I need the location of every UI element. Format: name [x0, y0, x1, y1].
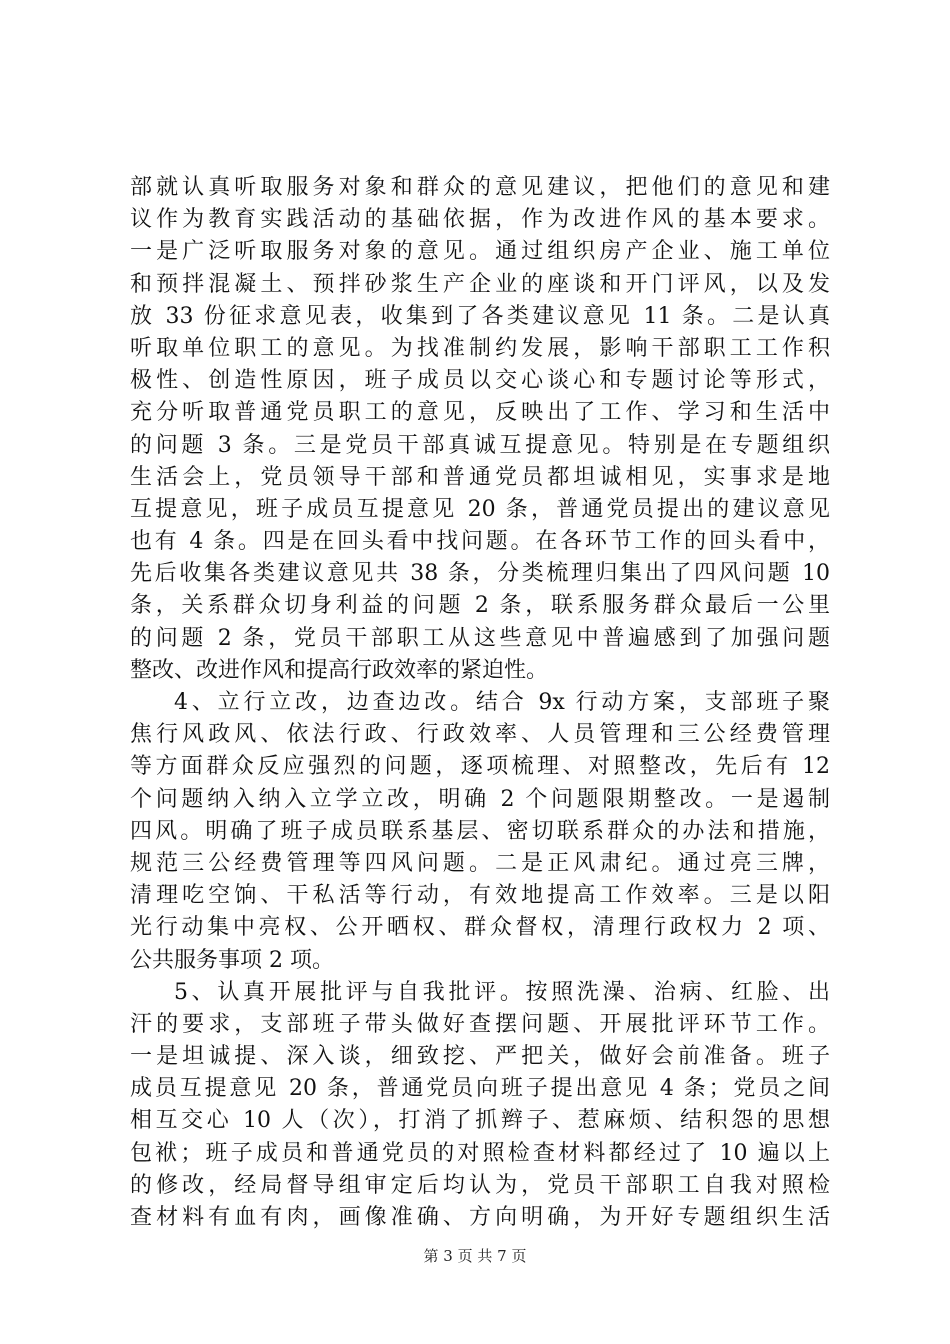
text-line: 5、认真开展批评与自我批评。按照洗澡、治病、红脸、出	[174, 979, 830, 1005]
text-line: 等方面群众反应强烈的问题，逐项梳理、对照整改，先后有 12	[130, 754, 830, 780]
text-line: 公共服务事项 2 项。	[130, 947, 334, 973]
text-line: 4、立行立改，边查边改。结合 9x 行动方案，支部班子聚	[174, 690, 830, 715]
text-line: 的问题 2 条，党员干部职工从这些意见中普遍感到了加强问题	[130, 625, 830, 651]
text-line: 也有 4 条。四是在回头看中找问题。在各环节工作的回头看中，	[130, 529, 830, 555]
text-line: 的修改，经局督导组审定后均认为，党员干部职工自我对照检	[130, 1172, 830, 1198]
text-line: 相互交心 10 人（次），打消了抓辫子、惹麻烦、结积怨的思想	[130, 1108, 830, 1134]
text-line: 整改、改进作风和提高行政效率的紧迫性。	[130, 657, 549, 683]
text-line: 的问题 3 条。三是党员干部真诚互提意见。特别是在专题组织	[130, 432, 830, 458]
text-line: 一是广泛听取服务对象的意见。通过组织房产企业、施工单位	[130, 239, 830, 265]
document-body	[130, 172, 830, 1234]
text-line: 极性、创造性原因，班子成员以交心谈心和专题讨论等形式，	[130, 368, 830, 394]
text-line: 成员互提意见 20 条，普通党员向班子提出意见 4 条；党员之间	[130, 1076, 830, 1102]
text-line: 汗的要求，支部班子带头做好查摆问题、开展批评环节工作。	[130, 1011, 830, 1037]
text-line: 生活会上，党员领导干部和普通党员都坦诚相见，实事求是地	[130, 464, 830, 490]
text-line: 先后收集各类建议意见共 38 条，分类梳理归集出了四风问题 10	[130, 561, 830, 587]
page-footer: 第 3 页 共 7 页	[423, 1247, 527, 1265]
text-line: 查材料有血有肉，画像准确、方向明确，为开好专题组织生活	[130, 1205, 830, 1230]
text-line: 光行动集中亮权、公开晒权、群众督权，清理行政权力 2 项、	[130, 915, 830, 941]
text-line: 规范三公经费管理等四风问题。二是正风肃纪。通过亮三牌，	[130, 850, 830, 876]
text-line: 充分听取普通党员职工的意见，反映出了工作、学习和生活中	[130, 400, 830, 426]
text-line: 议作为教育实践活动的基础依据，作为改进作风的基本要求。	[130, 207, 830, 233]
text-line: 部就认真听取服务对象和群众的意见建议，把他们的意见和建	[130, 175, 830, 200]
text-line: 听取单位职工的意见。为找准制约发展，影响干部职工工作积	[130, 335, 830, 361]
text-line: 焦行风政风、依法行政、行政效率、人员管理和三公经费管理	[130, 722, 830, 748]
text-line: 清理吃空饷、干私活等行动，有效地提高工作效率。三是以阳	[130, 883, 830, 909]
text-line: 四风。明确了班子成员联系基层、密切联系群众的办法和措施，	[130, 818, 830, 844]
text-line: 条，关系群众切身利益的问题 2 条，联系服务群众最后一公里	[130, 593, 830, 619]
text-line: 包袱；班子成员和普通党员的对照检查材料都经过了 10 遍以上	[130, 1140, 830, 1166]
text-line: 个问题纳入纳入立学立改，明确 2 个问题限期整改。一是遏制	[130, 786, 830, 812]
text-line: 一是坦诚提、深入谈，细致挖、严把关，做好会前准备。班子	[130, 1044, 830, 1070]
text-line: 互提意见，班子成员互提意见 20 条，普通党员提出的建议意见	[130, 496, 830, 522]
text-line: 放 33 份征求意见表，收集到了各类建议意见 11 条。二是认真	[130, 303, 830, 329]
text-line: 和预拌混凝土、预拌砂浆生产企业的座谈和开门评风，以及发	[130, 271, 830, 297]
